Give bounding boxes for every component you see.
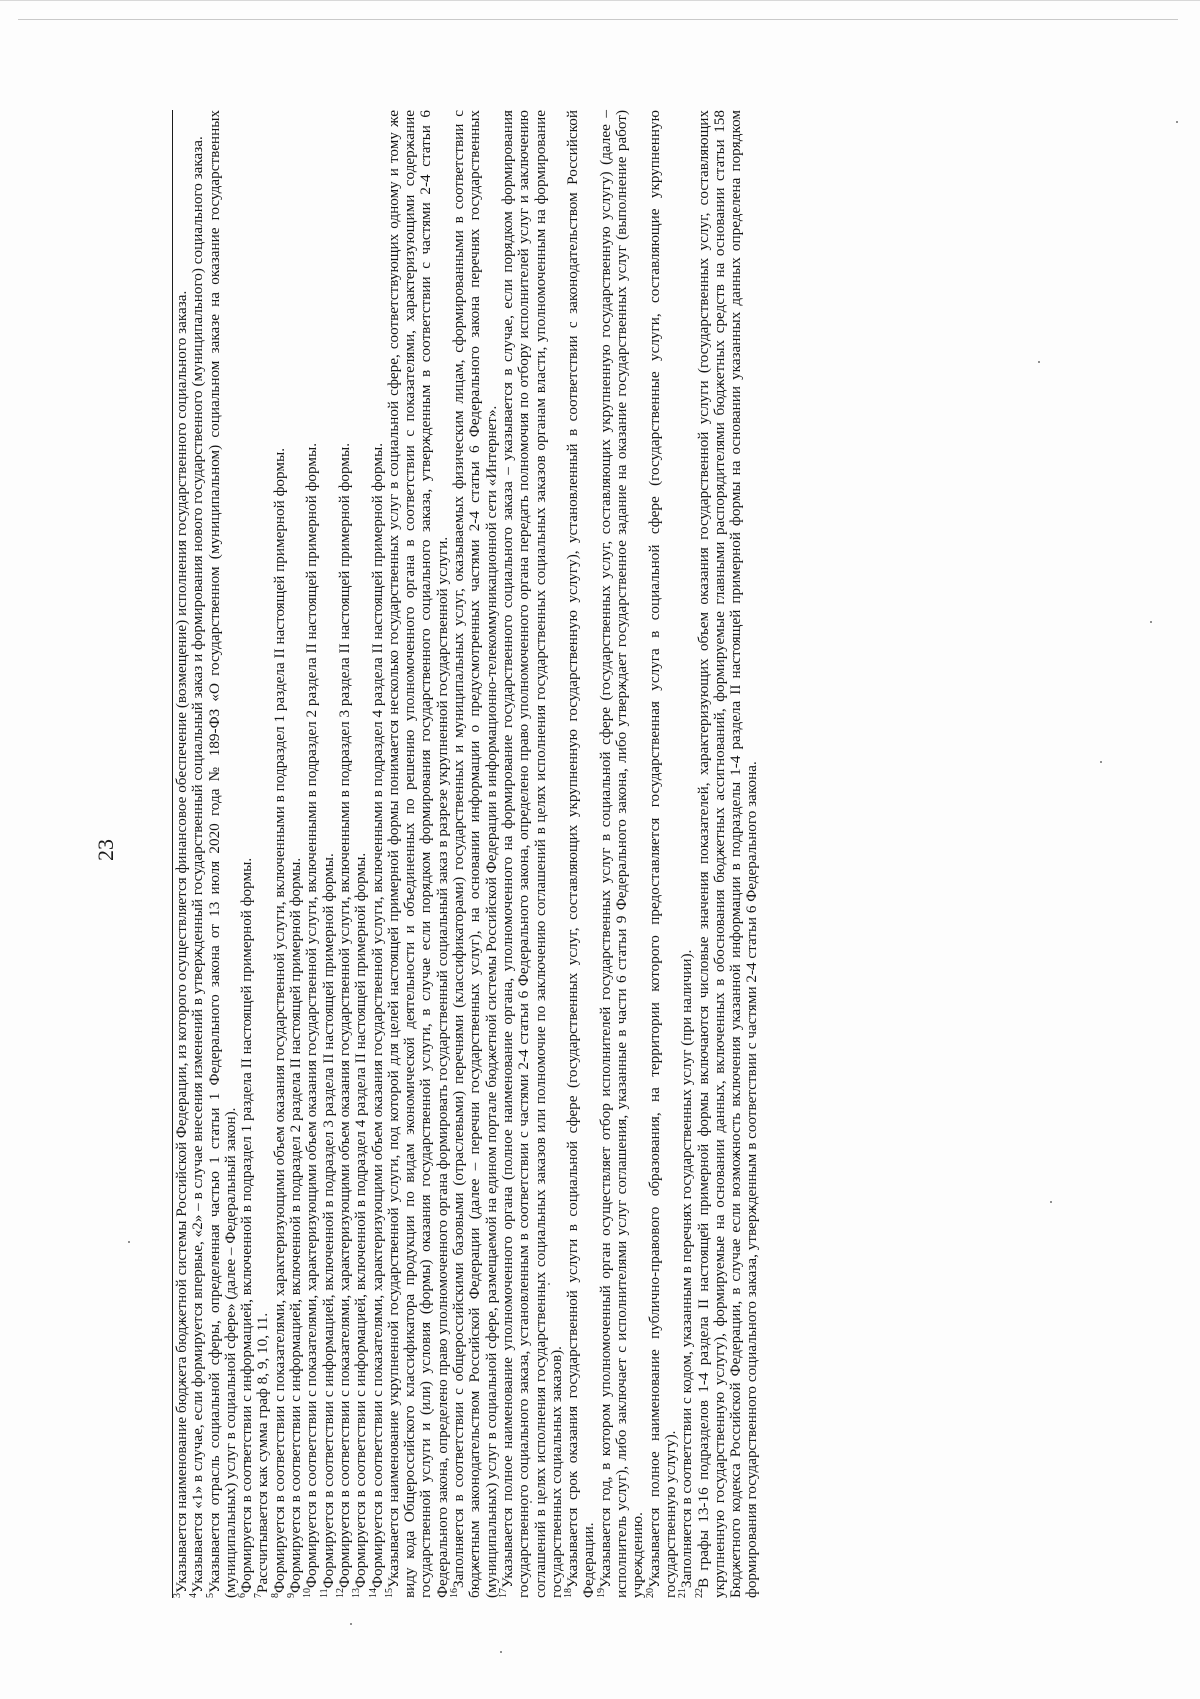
footnote-19 [595, 110, 647, 1598]
footnote-4 [190, 110, 206, 1598]
footnote-8 [269, 110, 288, 1598]
scan-speck [1176, 121, 1178, 123]
footnote-number: 13 [351, 1588, 363, 1598]
footnote-number: 9 [286, 1593, 298, 1598]
footnote-number: 18 [563, 1588, 575, 1598]
footnote-text: Формируется в соответствии с информацией, включенной в подраздел 4 раздела II настоящей примерной формы. [352, 852, 370, 1588]
footnote-15 [383, 110, 451, 1598]
footnote-number: 16 [448, 1588, 460, 1598]
footnote-text: Указывается год, в котором уполномоченный орган осуществляет отбор исполнителей государственных услуг в социальной сфере (государственных услуг, составляющих укрупненную государственную услугу) (далее – исполнитель услуг), либо заключает с исполнителями услуг соглашения, указанные в части 6 статьи 9 Федерального закона, либо утверждает государственное задание на оказание государственных услуг (выполнение работ) учреждению. [596, 110, 647, 1598]
footnote-number: 5 [204, 1593, 216, 1598]
footnote-text: Указывается отрасль социальной сферы, определенная частью 1 статьи 1 Федерального закона от 13 июля 2020 года № 189-ФЗ «О государственном (муниципальном) социальном заказе на оказание государственных (муниципальных) услуг в социальной сфере» (далее – Федеральный закон). [205, 110, 239, 1598]
footnote-text: Рассчитывается как сумма граф 8, 9, 10, 11. [254, 1312, 272, 1593]
footnote-14 [367, 110, 386, 1598]
footnote-13 [353, 110, 369, 1598]
footnote-3 [171, 110, 190, 1598]
footnote-text: Формируется в соответствии с информацией, включенной в подраздел 2 раздела II настоящей примерной формы. [287, 857, 305, 1593]
footnote-7 [255, 110, 271, 1598]
footnote-text: Формируется в соответствии с показателями, характеризующими объем оказания государственной услуги, включенными в подраздел 2 раздела II настоящей примерной формы. [303, 443, 321, 1588]
page-number: 23 [93, 839, 118, 861]
footnote-11 [318, 110, 337, 1598]
footnote-number: 4 [188, 1593, 200, 1598]
footnotes-block [172, 110, 761, 1598]
footnote-22 [693, 110, 761, 1598]
scan-edge-line [18, 19, 1178, 20]
footnote-number: 10 [302, 1588, 314, 1598]
footnote-number: 17 [497, 1588, 509, 1598]
footnote-number: 15 [383, 1588, 395, 1598]
footnote-text: Заполняется в соответствии с общероссийскими базовыми (отраслевыми) перечнями (классификаторами) государственных и муниципальных услуг, оказываемых физическим лицам, сформированными в соответствии с бюджетным законодательством Российской Федерации (далее – перечни государственных услуг), на основании информации о предусмотренных частями 2-4 статьи 6 Федерального закона перечнях государственных (муниципальных) услуг в социальной сфере, размещаемой на едином портале бюджетной системы Российской Федерации в информационно-телекоммуникационной сети «Интернет». [450, 110, 500, 1598]
footnote-number: 3 [171, 1593, 183, 1598]
footnote-16 [448, 110, 500, 1598]
footnote-text: В графы 13-16 подразделов 1-4 раздела II настоящей примерной формы включаются числовые значения показателей, характеризующих объем оказания государственной услуги (государственных услуг, составляющих укрупненную государственную услугу), формируемые на основании данных, включенных в обоснования бюджетных ассигнований, формируемые главными распорядителями бюджетных средств на основании статьи 158 Бюджетного кодекса Российской Федерации, в случае если возможность включения указанной информации в подразделы 1-4 раздела II настоящей примерной формы на основании указанных данных определена порядком формирования государственного социального заказа, утвержденным в соответствии с частями 2-4 статьи 6 Федерального закона. [694, 110, 761, 1598]
footnote-text: Указывается наименование бюджета бюджетной системы Российской Федерации, из которого осуществляется финансовое обеспечение (возмещение) исполнения государственного социального заказа. [173, 290, 190, 1593]
footnote-text: Указывается наименование укрупненной государственной услуги, под которой для целей настоящей примерной формы понимается несколько государственных услуг в социальной сфере, соответствующих одному и тому же виду кода Общероссийского классификатора продукции по видам экономической деятельности и объединенных по решению уполномоченного органа в соответствии с показателями, характеризующими содержание государственной услуги и (или) условия (формы) оказания государственной услуги, в случае если порядком формирования государственного социального заказа, утвержденным в соответствии с частями 2-4 статьи 6 Федерального закона, определено право уполномоченного органа формировать государственный социальный заказ в разрезе укрупненной государственной услуги. [384, 110, 451, 1598]
footnote-text: Формируется в соответствии с информацией, включенной в подраздел 1 раздела II настоящей примерной формы. [238, 857, 256, 1593]
footnote-17 [497, 110, 565, 1598]
footnote-number: 6 [237, 1593, 249, 1598]
footnote-number: 12 [334, 1588, 346, 1598]
footnote-number: 22 [693, 1588, 705, 1598]
footnote-list [171, 110, 761, 1598]
footnote-20 [644, 110, 680, 1598]
footnote-text: Указывается полное наименование уполномоченного органа (полное наименование органа, уполномоченного на формирование государственного социального заказа – указывается в случае, если порядком формирования государственного социального заказа, установленным в соответствии с частями 2-4 статьи 6 Федерального закона, определено право уполномоченного органа передать полномочия по отбору исполнителей услуг и заключению соглашений в целях исполнения государственных социальных заказов или полномочие по заключению соглашений в целях исполнения государственных социальных заказов органам власти, уполномоченным на формирование государственных социальных заказов). [498, 110, 565, 1598]
footnote-number: 11 [318, 1588, 330, 1598]
footnote-number: 19 [595, 1588, 607, 1598]
footnote-number: 7 [253, 1593, 265, 1598]
footnote-text: Указывается полное наименование публично-правового образования, на территории которого предоставляется государственная услуга в социальной сфере (государственные услуги, составляющие укрупненную государственную услугу). [645, 110, 679, 1598]
footnote-12 [334, 110, 353, 1598]
footnote-text: Заполняется в соответствии с кодом, указанным в перечнях государственных услуг (при наличии). [678, 949, 696, 1588]
footnote-text: Указывается срок оказания государственной услуги в социальной сфере (государственных услуг, составляющих укрупненную государственную услугу), установленный в соответствии с законодательством Российской Федерации. [564, 110, 598, 1598]
footnote-text: Формируется в соответствии с показателями, характеризующими объем оказания государственной услуги, включенными в подраздел 1 раздела II настоящей примерной формы. [270, 448, 288, 1593]
footnote-10 [304, 110, 320, 1598]
footnote-21 [679, 110, 695, 1598]
footnote-text: Формируется в соответствии с показателями, характеризующими объем оказания государственной услуги, включенными в подраздел 4 раздела II настоящей примерной формы. [368, 443, 386, 1588]
footnote-number: 14 [367, 1588, 379, 1598]
scan-speck [1150, 621, 1152, 623]
footnote-text: Формируется в соответствии с показателями, характеризующими объем оказания государственной услуги, включенными в подраздел 3 раздела II настоящей примерной формы. [335, 443, 353, 1588]
footnote-9 [288, 110, 304, 1598]
footnote-18 [565, 110, 598, 1598]
footnote-number: 20 [644, 1588, 656, 1598]
footnote-text: Указывается «1» в случае, если формируется впервые, «2» – в случае внесения изменений в утвержденный государственный социальный заказ и формирования нового государственного (муниципального) социального заказа. [189, 136, 207, 1593]
footnote-number: 8 [269, 1593, 281, 1598]
rotated-document [80, 30, 1120, 1670]
footnote-text: Формируется в соответствии с информацией, включенной в подраздел 3 раздела II настоящей примерной формы. [319, 853, 337, 1589]
footnote-number: 21 [677, 1588, 689, 1598]
footnote-5 [204, 110, 240, 1598]
